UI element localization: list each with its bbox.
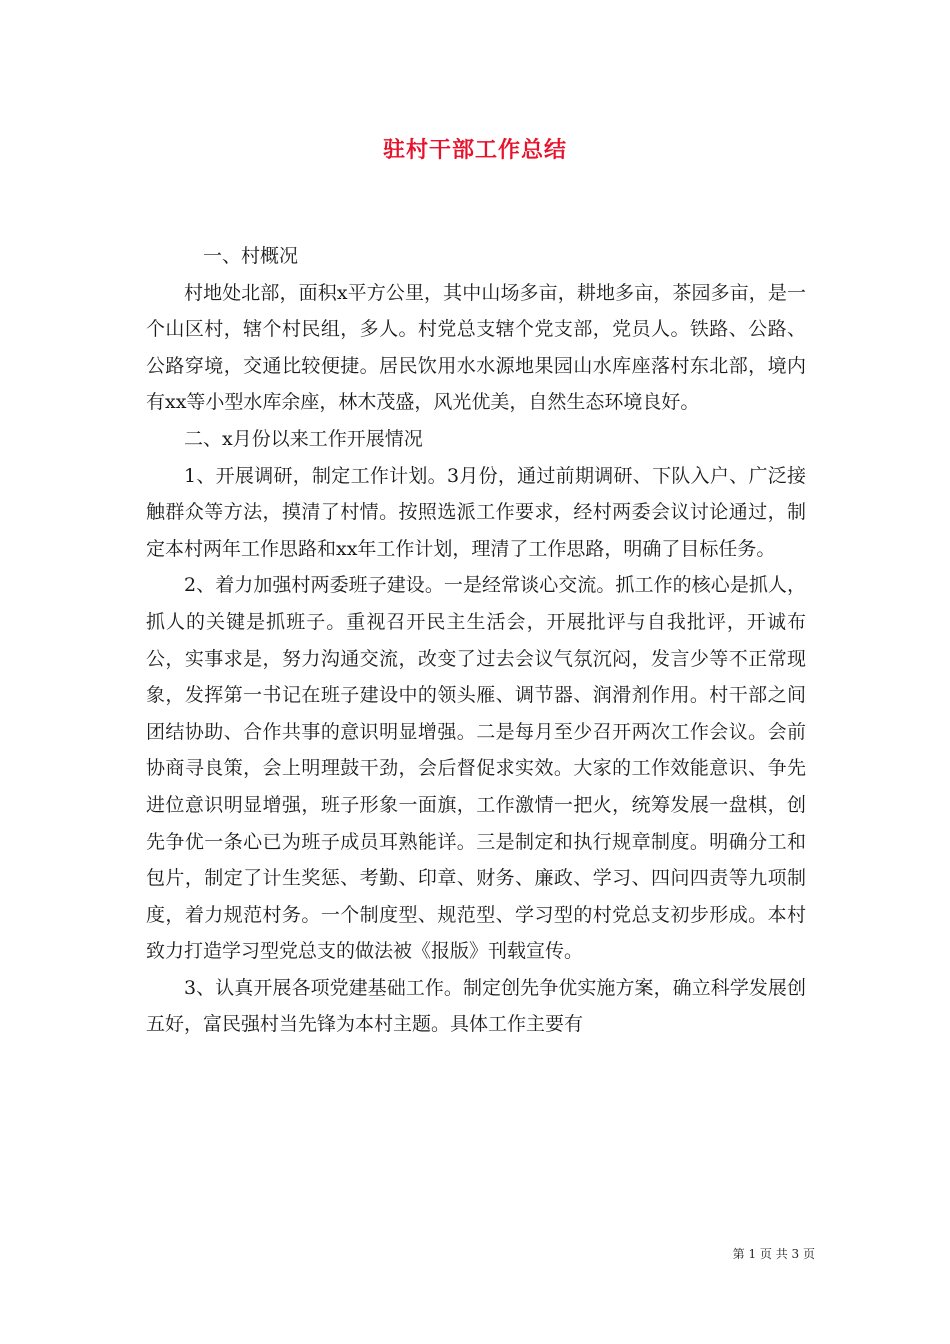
- paragraph-team-building: 2、着力加强村两委班子建设。一是经常谈心交流。抓工作的核心是抓人，抓人的关键是抓班子。重视召开民主生活会，开展批评与自我批评，开诚布公，实事求是，努力沟通交流，改变了过去会议气氛沉闷，发言少等不正常现象，发挥第一书记在班子建设中的领头雁、调节器、润滑剂作用。村干部之间团结协助、合作共事的意识明显增强。二是每月至少召开两次工作会议。会前协商寻良策，会上明理鼓干劲，会后督促求实效。大家的工作效能意识、争先进位意识明显增强，班子形象一面旗，工作激情一把火，统筹发展一盘棋，创先争优一条心已为班子成员耳熟能详。三是制定和执行规章制度。明确分工和包片，制定了计生奖惩、考勤、印章、财务、廉政、学习、四问四责等九项制度，着力规范村务。一个制度型、规范型、学习型的村党总支初步形成。本村致力打造学习型党总支的做法被《报版》刊载宣传。: [146, 574, 806, 963]
- page-number-footer: 第 1 页 共 3 页: [732, 1247, 815, 1261]
- paragraph-village-overview: 村地处北部，面积x平方公里，其中山场多亩，耕地多亩，茶园多亩，是一个山区村，辖个村民组，多人。村党总支辖个党支部，党员人。铁路、公路、公路穿境，交通比较便捷。居民饮用水水源地果园山水库座落村东北部，境内有xx等小型水库余座，林木茂盛，风光优美，自然生态环境良好。: [146, 281, 806, 414]
- section-heading-village-overview: 一、村概况: [203, 245, 299, 267]
- document-body: [146, 238, 806, 1043]
- paragraph-party-building: 3、认真开展各项党建基础工作。制定创先争优实施方案，确立科学发展创五好，富民强村当先锋为本村主题。具体工作主要有: [146, 976, 806, 1036]
- document-title: 驻村干部工作总结: [382, 137, 567, 163]
- section-heading-work-progress: 二、x月份以来工作开展情况: [184, 427, 423, 450]
- paragraph-research-planning: 1、开展调研，制定工作计划。3月份，通过前期调研、下队入户、广泛接触群众等方法，摸清了村情。按照选派工作要求，经村两委会议讨论通过，制定本村两年工作思路和xx年工作计划，理清了工作思路，明确了目标任务。: [146, 464, 806, 560]
